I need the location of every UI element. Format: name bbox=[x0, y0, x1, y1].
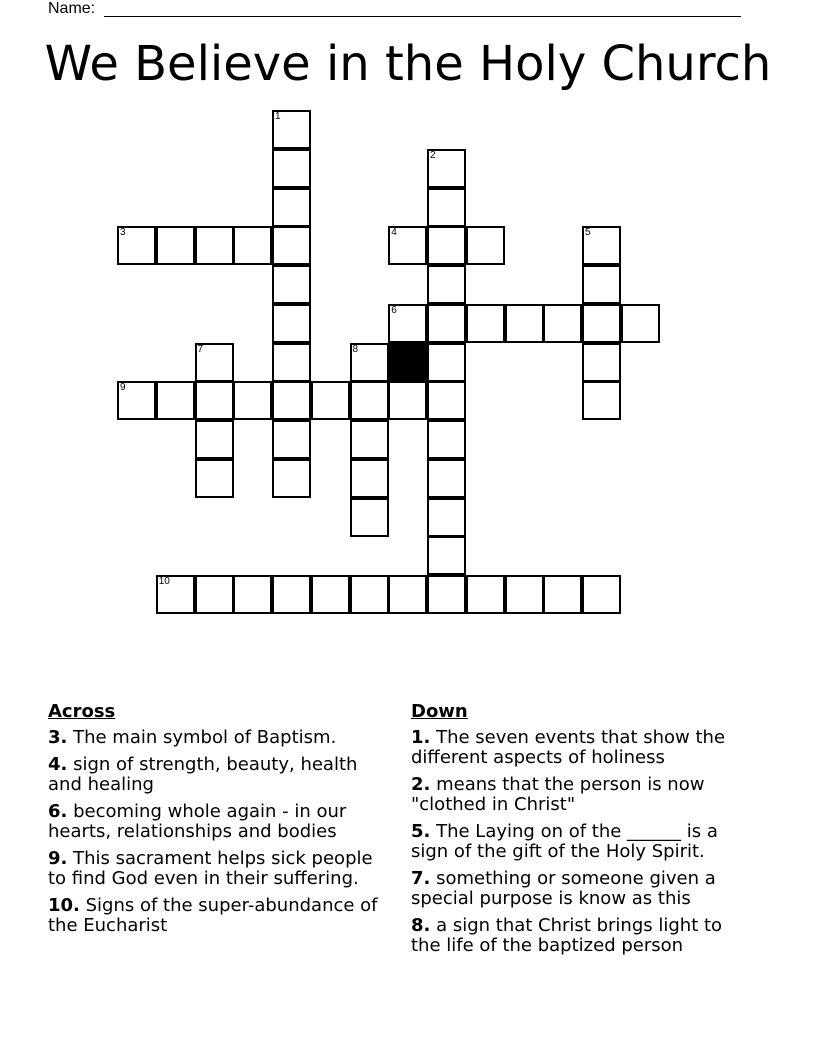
grid-cell[interactable] bbox=[427, 536, 466, 575]
across-clue bbox=[48, 849, 393, 889]
grid-cell[interactable] bbox=[350, 381, 389, 420]
clue-text: The Laying on of the ______ is a sign of the gift of the Holy Spirit. bbox=[411, 821, 718, 862]
grid-cell[interactable] bbox=[117, 381, 156, 420]
clue-number: 9 bbox=[120, 382, 126, 394]
clue-text: means that the person is now "clothed in Christ" bbox=[411, 774, 705, 815]
clue-text: The seven events that show the different aspects of holiness bbox=[411, 727, 726, 768]
grid-cell[interactable] bbox=[427, 420, 466, 459]
clue-number: 2. bbox=[411, 774, 431, 795]
grid-cell[interactable] bbox=[195, 459, 234, 498]
grid-cell[interactable] bbox=[505, 575, 544, 614]
grid-cell[interactable] bbox=[388, 226, 427, 265]
across-clue bbox=[48, 755, 393, 795]
grid-cell[interactable] bbox=[195, 575, 234, 614]
page-title: We Believe in the Holy Church bbox=[44, 36, 772, 92]
grid-cell[interactable] bbox=[272, 381, 311, 420]
grid-cell[interactable] bbox=[543, 304, 582, 343]
clue-number: 5. bbox=[411, 821, 431, 842]
grid-cell[interactable] bbox=[427, 343, 466, 382]
grid-cell[interactable] bbox=[427, 304, 466, 343]
grid-cell[interactable] bbox=[427, 188, 466, 227]
grid-cell[interactable] bbox=[388, 304, 427, 343]
grid-cell[interactable] bbox=[272, 188, 311, 227]
clue-text: a sign that Christ brings light to the life of the baptized person bbox=[411, 915, 723, 956]
grid-cell[interactable] bbox=[272, 226, 311, 265]
grid-cell[interactable] bbox=[233, 575, 272, 614]
grid-cell[interactable] bbox=[582, 381, 621, 420]
clue-number: 1. bbox=[411, 727, 431, 748]
grid-cell[interactable] bbox=[272, 420, 311, 459]
down-clues bbox=[411, 702, 746, 963]
across-clue bbox=[48, 728, 393, 748]
grid-cell[interactable] bbox=[621, 304, 660, 343]
grid-cell[interactable] bbox=[156, 575, 195, 614]
down-clue bbox=[411, 728, 746, 768]
grid-cell[interactable] bbox=[582, 226, 621, 265]
grid-cell[interactable] bbox=[272, 459, 311, 498]
clue-number: 3 bbox=[120, 227, 126, 239]
grid-cell[interactable] bbox=[272, 575, 311, 614]
grid-cell[interactable] bbox=[311, 575, 350, 614]
grid-cell[interactable] bbox=[311, 381, 350, 420]
grid-cell[interactable] bbox=[350, 459, 389, 498]
grid-cell[interactable] bbox=[156, 381, 195, 420]
grid-cell[interactable] bbox=[582, 265, 621, 304]
down-clue bbox=[411, 869, 746, 909]
grid-cell[interactable] bbox=[272, 110, 311, 149]
clue-number: 3. bbox=[48, 727, 68, 748]
grid-cell[interactable] bbox=[388, 381, 427, 420]
clue-text: This sacrament helps sick people to find God even in their suffering. bbox=[48, 848, 373, 889]
grid-cell[interactable] bbox=[427, 459, 466, 498]
clue-number: 4 bbox=[391, 227, 397, 239]
black-cell bbox=[388, 343, 427, 382]
grid-cell[interactable] bbox=[466, 575, 505, 614]
grid-cell[interactable] bbox=[582, 575, 621, 614]
clue-text: something or someone given a special purpose is know as this bbox=[411, 868, 716, 909]
grid-cell[interactable] bbox=[272, 149, 311, 188]
clue-number: 6 bbox=[391, 304, 397, 316]
grid-cell[interactable] bbox=[233, 381, 272, 420]
grid-cell[interactable] bbox=[195, 420, 234, 459]
clue-number: 2 bbox=[430, 149, 436, 161]
grid-cell[interactable] bbox=[466, 226, 505, 265]
down-clue bbox=[411, 916, 746, 956]
grid-cell[interactable] bbox=[233, 226, 272, 265]
across-clue bbox=[48, 896, 393, 936]
clue-number: 7 bbox=[197, 343, 204, 355]
clue-number: 7. bbox=[411, 868, 431, 889]
grid-cell[interactable] bbox=[117, 226, 156, 265]
grid-cell[interactable] bbox=[427, 575, 466, 614]
clue-text: becoming whole again - in our hearts, relationships and bodies bbox=[48, 801, 347, 842]
grid-cell[interactable] bbox=[427, 265, 466, 304]
clue-number: 9. bbox=[48, 848, 68, 869]
clue-text: Signs of the super-abundance of the Eucharist bbox=[48, 895, 378, 936]
clue-text: The main symbol of Baptism. bbox=[67, 727, 337, 748]
grid-cell[interactable] bbox=[466, 304, 505, 343]
clue-number: 1 bbox=[275, 111, 281, 122]
grid-cell[interactable] bbox=[505, 304, 544, 343]
grid-cell[interactable] bbox=[195, 343, 234, 382]
grid-cell[interactable] bbox=[350, 420, 389, 459]
grid-cell[interactable] bbox=[543, 575, 582, 614]
clue-number: 5 bbox=[585, 227, 591, 239]
clue-number: 4. bbox=[48, 754, 68, 775]
clue-number: 8. bbox=[411, 915, 431, 936]
grid-cell[interactable] bbox=[272, 304, 311, 343]
grid-cell[interactable] bbox=[195, 381, 234, 420]
name-label: Name: bbox=[48, 0, 96, 17]
grid-cell[interactable] bbox=[427, 498, 466, 537]
grid-cell[interactable] bbox=[427, 381, 466, 420]
across-clues bbox=[48, 702, 393, 943]
down-clue bbox=[411, 775, 746, 815]
grid-cell[interactable] bbox=[582, 343, 621, 382]
grid-cell[interactable] bbox=[350, 575, 389, 614]
grid-cell[interactable] bbox=[350, 498, 389, 537]
grid-cell[interactable] bbox=[388, 575, 427, 614]
grid-cell[interactable] bbox=[195, 226, 234, 265]
clue-number: 8 bbox=[352, 343, 359, 355]
clue-number: 10. bbox=[48, 895, 80, 916]
clue-number: 6. bbox=[48, 801, 68, 822]
grid-cell[interactable] bbox=[156, 226, 195, 265]
down-heading: Down bbox=[411, 701, 468, 722]
grid-cell[interactable] bbox=[350, 343, 389, 382]
down-clue bbox=[411, 822, 746, 862]
clue-text: sign of strength, beauty, health and healing bbox=[48, 754, 358, 795]
clue-number: 10 bbox=[158, 576, 170, 587]
grid-cell[interactable] bbox=[272, 265, 311, 304]
across-clue bbox=[48, 802, 393, 842]
grid-cell[interactable] bbox=[427, 149, 466, 188]
grid-cell[interactable] bbox=[427, 226, 466, 265]
grid-cell[interactable] bbox=[272, 343, 311, 382]
grid-cell[interactable] bbox=[582, 304, 621, 343]
across-heading: Across bbox=[48, 701, 116, 722]
